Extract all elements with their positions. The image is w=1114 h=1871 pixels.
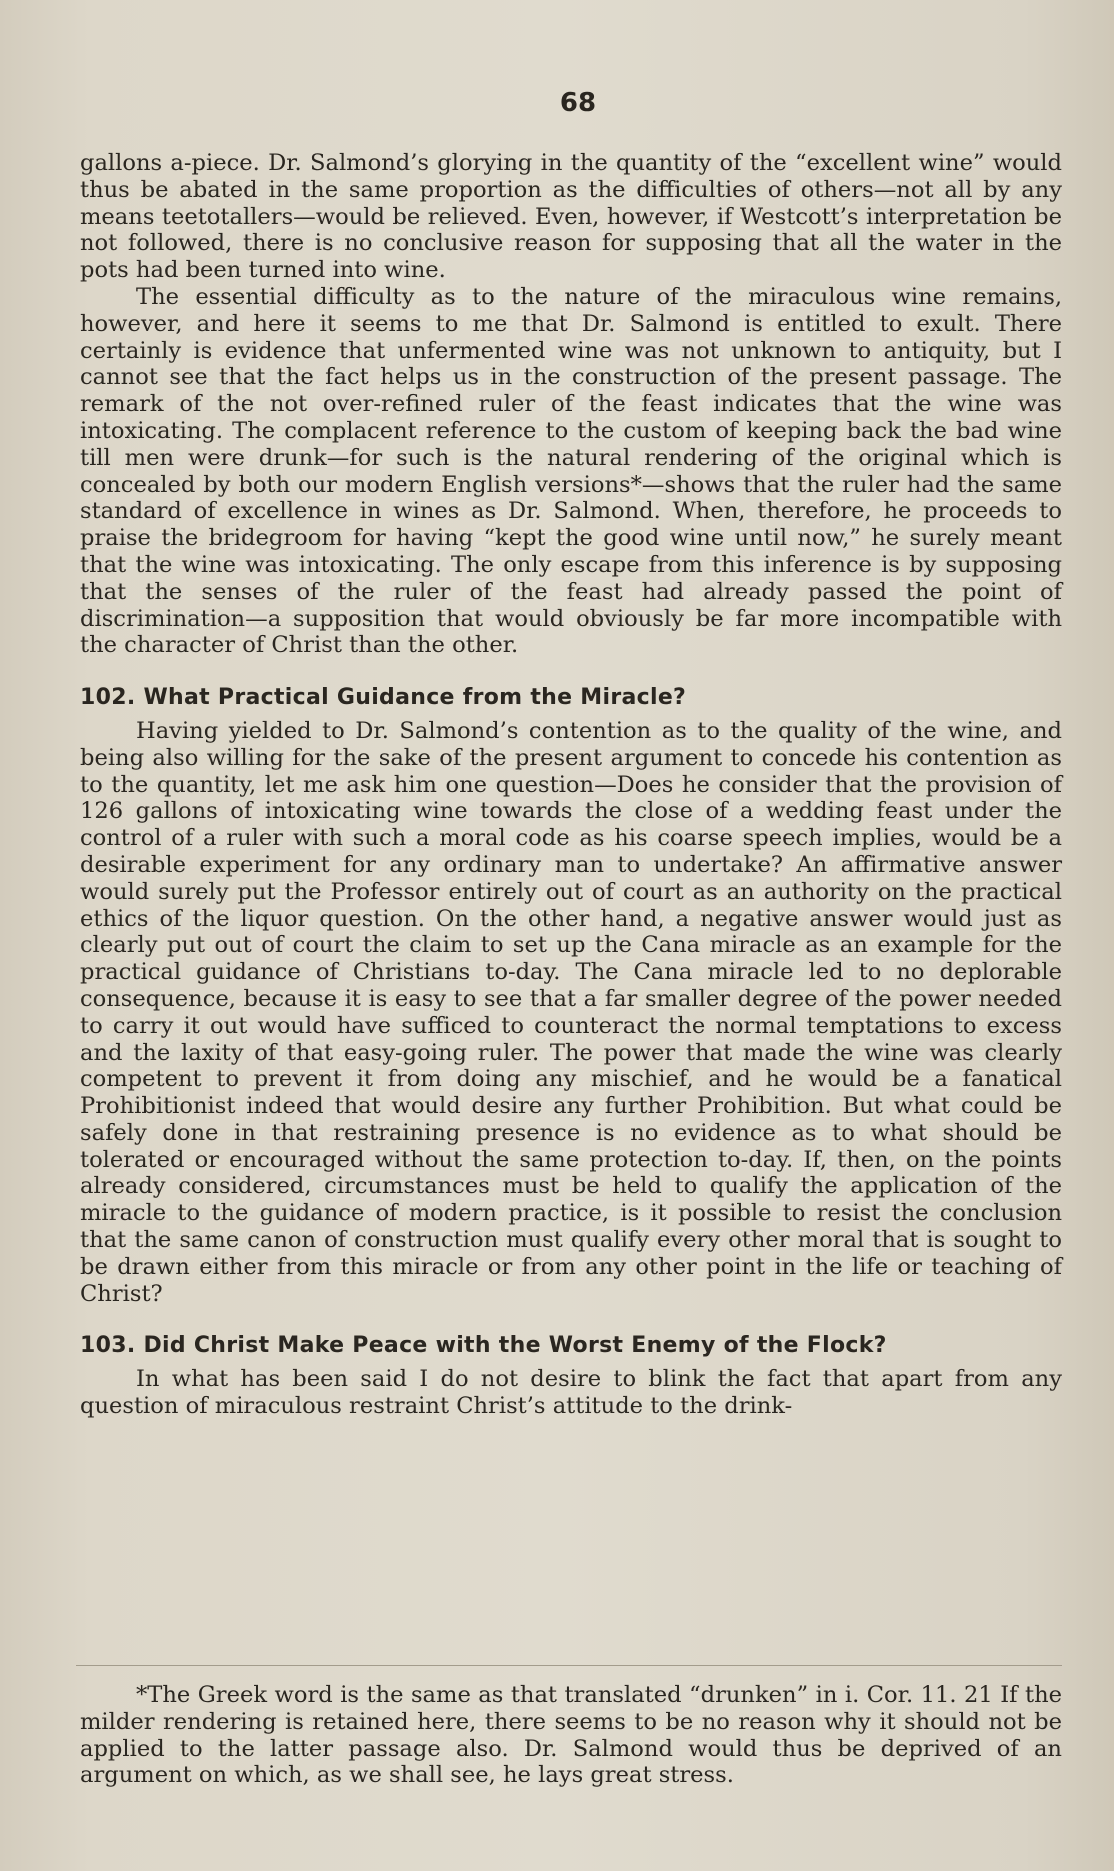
footnote-text: *The Greek word is the same as that translated “drunken” in i. Cor. 11. 21 If the milder rendering is retained here, there seems to be no reason why it should not be applied to the latter passage also. Dr. Salmond would thus be deprived of an argument on which, as we shall see, he lays great stress. (80, 1682, 1062, 1789)
page-number: 68 (559, 88, 597, 118)
paragraph-practical-guidance: Having yielded to Dr. Salmond’s contention as to the quality of the wine, and being also willing for the sake of the present argument to concede his contention as to the quantity, let me ask him one question—Does he consider that the provision of 126 gallons of intoxicating wine towards the close of a wedding feast under the control of a ruler with such a moral code as his coarse speech implies, would be a desirable experiment for any ordinary man to undertake? An affirmative answer would surely put the Professor entirely out of court as an authority on the practical ethics of the liquor question. On the other hand, a negative answer would just as clearly put out of court the claim to set up the Cana miracle as an example for the practical guidance of Christians to-day. The Cana miracle led to no deplorable consequence, because it is easy to see that a far smaller degree of the power needed to carry it out would have sufficed to counteract the normal temptations to excess and the laxity of that easy-going ruler. The power that made the wine was clearly competent to prevent it from doing any mischief, and he would be a fanatical Prohibitionist indeed that would desire any further Prohibition. But what could be safely done in that restraining presence is no evidence as to what should be tolerated or encouraged without the same protection to-day. If, then, on the points already considered, circumstances must be held to qualify the application of the miracle to the guidance of modern practice, is it possible to resist the conclusion that the same canon of construction must qualify every other moral that is sought to be drawn either from this miracle or from any other point in the life or teaching of Christ? (80, 717, 1062, 1307)
paragraph-miraculous-wine: The essential difficulty as to the nature of the miraculous wine remains, however, and here it seems to me that Dr. Salmond is entitled to exult. There certainly is evidence that unfermented wine was not unknown to antiquity, but I cannot see that the fact helps us in the construction of the present passage. The remark of the not over-refined ruler of the feast indicates that the wine was intoxicating. The complacent reference to the custom of keeping back the bad wine till men were drunk—for such is the natural rendering of the original which is concealed by both our modern English versions*—shows that the ruler had the same standard of excellence in wines as Dr. Salmond. When, therefore, he proceeds to praise the bridegroom for having “kept the good wine until now,” he surely meant that the wine was intoxicating. The only escape from this inference is by supposing that the senses of the ruler of the feast had already passed the point of discrimination—a supposition that would obviously be far more incompatible with the character of Christ than the other. (80, 283, 1062, 659)
body-text (80, 150, 1062, 1420)
section-heading-102: 102. What Practical Guidance from the Miracle? (80, 685, 687, 711)
paragraph-worst-enemy: In what has been said I do not desire to blink the fact that apart from any question of miraculous restraint Christ’s attitude to the drink- (80, 1366, 1062, 1420)
paragraph-continuation: gallons a-piece. Dr. Salmond’s glorying in the quantity of the “excellent wine” would thus be abated in the same proportion as the difficulties of others—not all by any means teetotallers—would be relieved. Even, however, if Westcott’s interpretation be not followed, there is no conclusive reason for supposing that all the water in the pots had been turned into wine. (80, 150, 1062, 284)
section-heading-103: 103. Did Christ Make Peace with the Worst Enemy of the Flock? (80, 1333, 887, 1359)
footnote (80, 1682, 1062, 1789)
footnote-divider (76, 1665, 1062, 1666)
